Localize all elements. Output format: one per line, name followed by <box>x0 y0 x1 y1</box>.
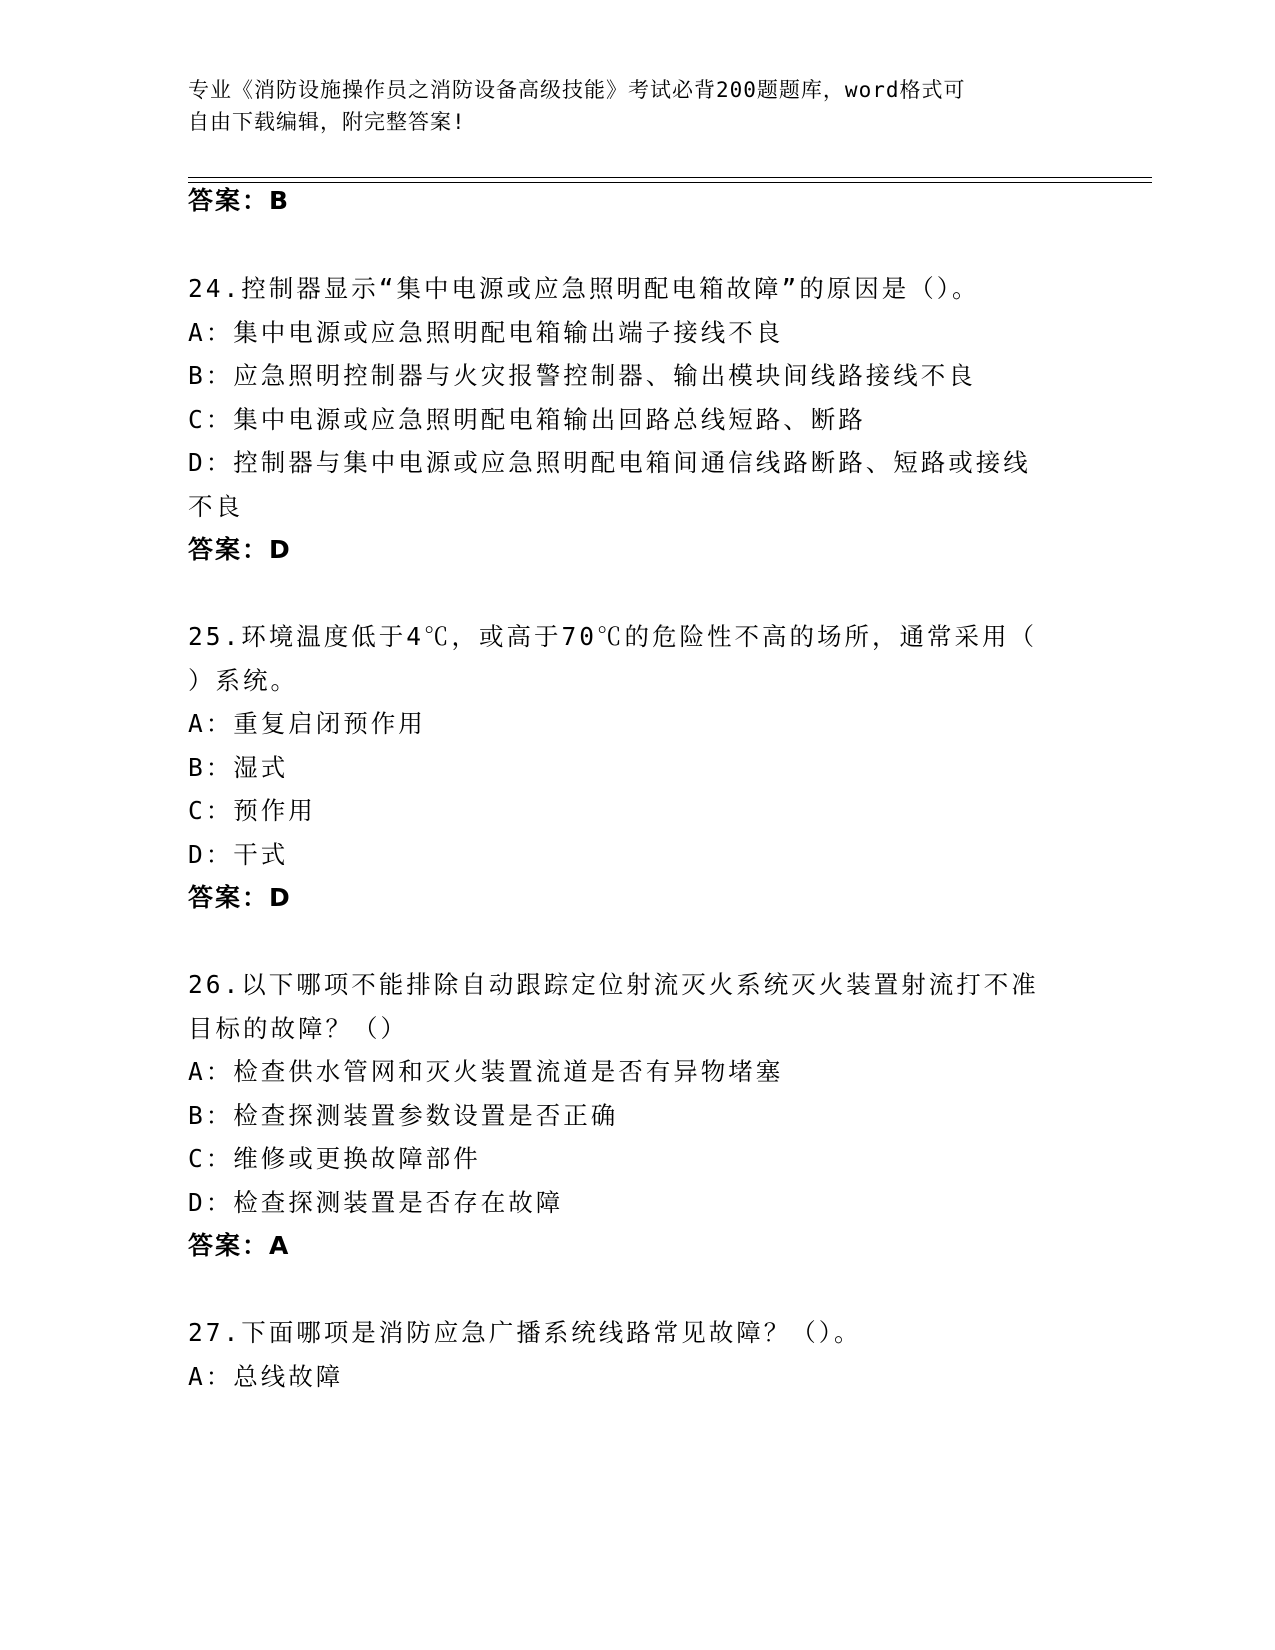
question-24-option-c: C：集中电源或应急照明配电箱输出回路总线短路、断路 <box>188 405 866 434</box>
question-25-option-d: D：干式 <box>188 840 289 869</box>
question-25-option-b: B：湿式 <box>188 753 289 782</box>
question-26-option-c: C：维修或更换故障部件 <box>188 1144 481 1173</box>
question-27-option-a: A：总线故障 <box>188 1362 344 1391</box>
question-26-option-a: A：检查供水管网和灭火装置流道是否有异物堵塞 <box>188 1057 784 1086</box>
question-24-option-a: A：集中电源或应急照明配电箱输出端子接线不良 <box>188 318 784 347</box>
question-25-stem: 25.环境温度低于4℃，或高于70℃的危险性不高的场所，通常采用（ <box>188 622 1037 651</box>
question-26-option-b: B：检查探测装置参数设置是否正确 <box>188 1101 619 1130</box>
header-line-2: 自由下载编辑，附完整答案! <box>188 110 466 134</box>
answer-26: 答案：A <box>188 1231 291 1260</box>
question-24-stem: 24.控制器显示“集中电源或应急照明配电箱故障”的原因是（）。 <box>188 274 980 303</box>
question-24-option-d-cont: 不良 <box>188 492 243 521</box>
document-header <box>188 74 1088 138</box>
header-divider-bottom <box>188 182 1152 183</box>
question-25-stem-cont: ）系统。 <box>188 666 298 695</box>
question-24-option-b: B：应急照明控制器与火灾报警控制器、输出模块间线路接线不良 <box>188 361 976 390</box>
question-26-stem: 26.以下哪项不能排除自动跟踪定位射流灭火系统灭火装置射流打不准 <box>188 970 1039 999</box>
question-24-option-d: D：控制器与集中电源或应急照明配电箱间通信线路断路、短路或接线 <box>188 448 1031 477</box>
question-26-stem-cont: 目标的故障？（） <box>188 1014 408 1043</box>
answer-24: 答案：D <box>188 535 292 564</box>
question-25-option-a: A：重复启闭预作用 <box>188 709 426 738</box>
answer-25: 答案：D <box>188 883 292 912</box>
question-25-option-c: C：预作用 <box>188 796 316 825</box>
question-27-stem: 27.下面哪项是消防应急广播系统线路常见故障？（）。 <box>188 1318 862 1347</box>
answer-23: 答案：B <box>188 186 291 215</box>
question-26-option-d: D：检查探测装置是否存在故障 <box>188 1188 564 1217</box>
header-divider-top <box>188 177 1152 178</box>
header-line-1: 专业《消防设施操作员之消防设备高级技能》考试必背200题题库，word格式可 <box>188 78 966 102</box>
